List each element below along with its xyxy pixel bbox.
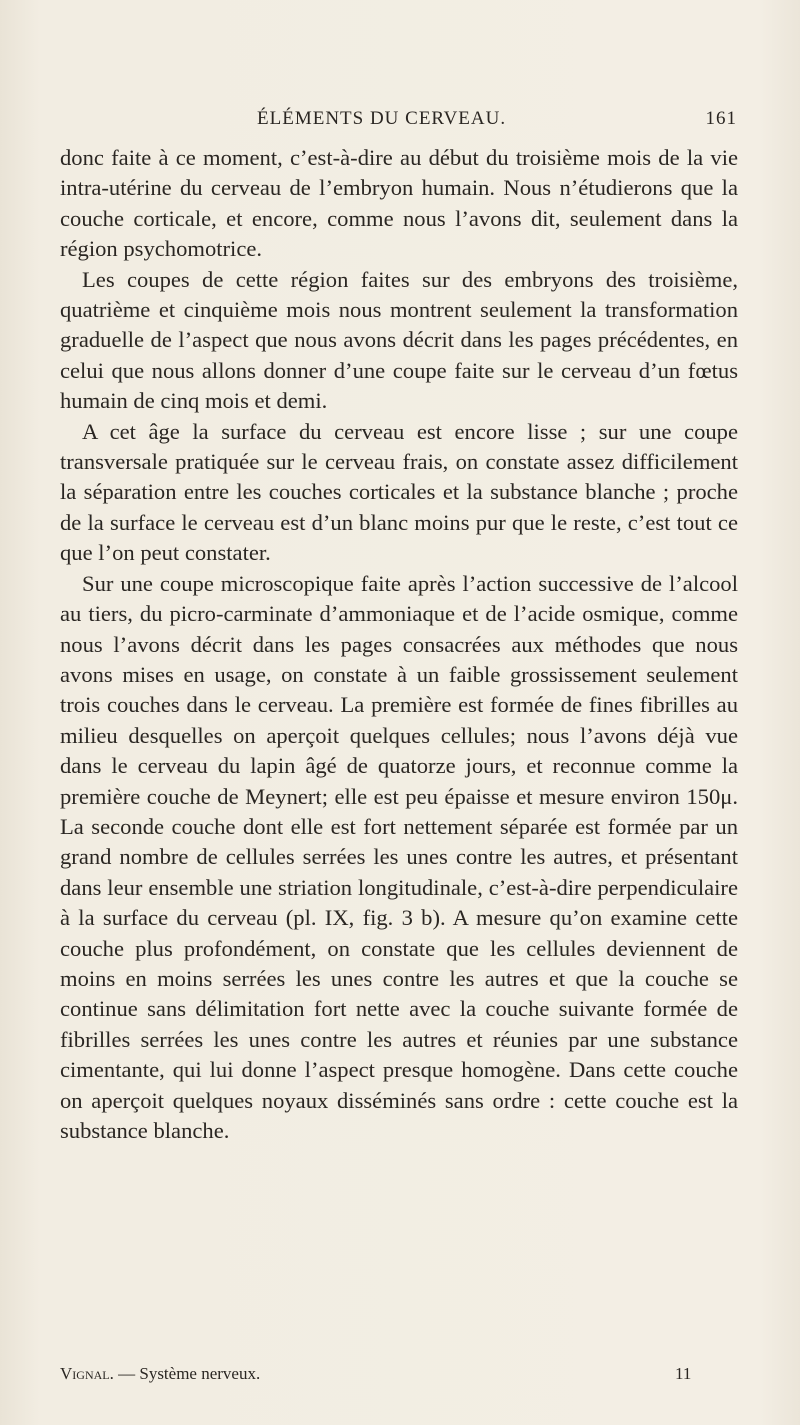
page-number: 161 xyxy=(705,108,737,129)
paragraph-4: Sur une coupe microscopique faite après l’action successive de l’alcool au tiers, du picro-carminate d’ammoniaque et de l’acide osmique, comme nous l’avons décrit dans les pages consacrées aux méthodes que nous avons mises en usage, on constate à un faible grossissement seulement trois couches dans le cerveau. La première est formée de fines fibrilles au milieu desquelles on aperçoit quelques cellules; nous l’avons déjà vue dans le cerveau du lapin âgé de quatorze jours, et reconnue comme la première couche de Meynert; elle est peu épaisse et mesure environ 150μ. La seconde couche dont elle est fort nettement séparée est formée par un grand nombre de cellules serrées les unes contre les autres, et présentant dans leur ensemble une striation longitudinale, c’est-à-dire perpendiculaire à la surface du cerveau (pl. IX, fig. 3 b). A mesure qu’on examine cette couche plus profondément, on constate que les cellules deviennent de moins en moins serrées les unes contre les autres et que la couche se continue sans délimitation fort nette avec la couche suivante formée de fibrilles serrées les unes contre les autres et réunies par une substance cimentante, qui lui donne l’aspect presque homogène. Dans cette couche on aperçoit quelques noyaux disséminés sans ordre : cette couche est la substance blanche. xyxy=(60,570,738,1143)
footer-book-title: Système nerveux. xyxy=(139,1364,261,1383)
page-header xyxy=(257,108,737,138)
footer-signature xyxy=(60,1364,260,1384)
footer-author: Vignal. xyxy=(60,1364,114,1383)
sheet-number: 11 xyxy=(675,1364,692,1383)
page-footer xyxy=(60,1364,740,1390)
footer-separator: — xyxy=(118,1364,136,1383)
running-title: ÉLÉMENTS DU CERVEAU. xyxy=(257,108,507,129)
body-text xyxy=(60,143,738,1146)
paragraph-2: Les coupes de cette région faites sur des embryons des troisième, quatrième et cinquième mois nous montrent seulement la transformation graduelle de l’aspect que nous avons décrit dans les pages précédentes, en celui que nous allons donner d’une coupe faite sur le cerveau d’un fœtus humain de cinq mois et demi. xyxy=(60,266,738,414)
paragraph-3: A cet âge la surface du cerveau est encore lisse ; sur une coupe transversale pratiquée sur le cerveau frais, on constate assez difficilement la séparation entre les couches corticales et la substance blanche ; proche de la surface le cerveau est d’un blanc moins pur que le reste, c’est tout ce que l’on peut constater. xyxy=(60,418,738,566)
paragraph-1: donc faite à ce moment, c’est-à-dire au début du troisième mois de la vie intra-utérine du cerveau de l’embryon humain. Nous n’étudierons que la couche corticale, et encore, comme nous l’avons dit, seulement dans la région psychomotrice. xyxy=(60,145,738,262)
